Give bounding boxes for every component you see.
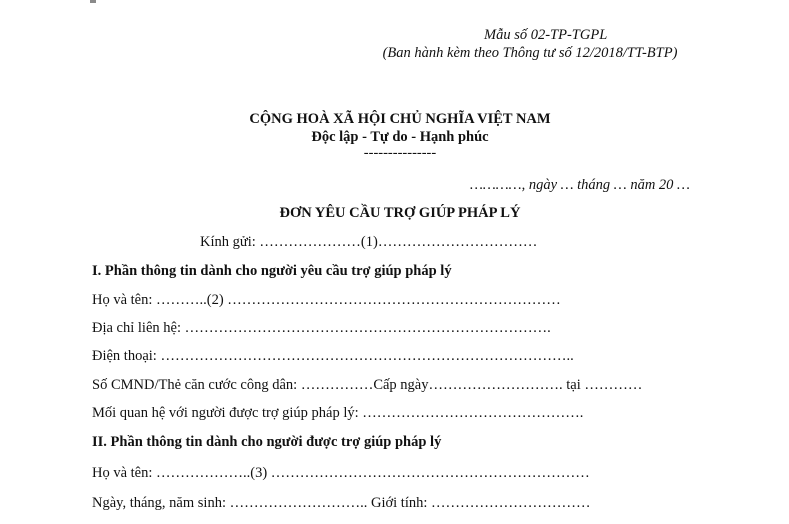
section-1-heading: I. Phần thông tin dành cho người yêu cầu trợ giúp pháp lý: [92, 263, 452, 279]
form-number: Mẫu số 02-TP-TGPL: [484, 27, 608, 43]
national-motto: Độc lập - Tự do - Hạnh phúc: [311, 129, 489, 145]
requester-phone-field: Điện thoại: …………………………………………………………………………..: [92, 348, 574, 364]
document-title: ĐƠN YÊU CẦU TRỢ GIÚP PHÁP LÝ: [279, 205, 521, 221]
motto-underline: ---------------: [363, 145, 437, 161]
requester-relationship-field: Mối quan hệ với người được trợ giúp pháp lý: ……………………………………….: [92, 405, 584, 421]
issued-under-note: (Ban hành kèm theo Thông tư số 12/2018/TT-BTP): [382, 45, 678, 61]
section-2-heading: II. Phần thông tin dành cho người được trợ giúp pháp lý: [92, 434, 442, 450]
date-line: …………, ngày … tháng … năm 20 …: [470, 177, 690, 193]
requester-id-field: Số CMND/Thẻ căn cước công dân: ……………Cấp ngày………………………. tại …………: [92, 377, 643, 393]
beneficiary-name-field: Họ và tên: ………………..(3) …………………………………………………………: [92, 465, 590, 481]
beneficiary-birth-gender-field: Ngày, tháng, năm sinh: ……………………….. Giới tính: ……………………………: [92, 495, 591, 511]
page-corner-mark: [90, 0, 96, 3]
national-name: CỘNG HOÀ XÃ HỘI CHỦ NGHĨA VIỆT NAM: [249, 111, 551, 127]
requester-address-field: Địa chỉ liên hệ: ………………………………………………………………….: [92, 320, 551, 336]
recipient-line: Kính gửi: …………………(1)……………………………: [200, 234, 538, 250]
requester-name-field: Họ và tên: ………..(2) ……………………………………………………………: [92, 292, 561, 308]
